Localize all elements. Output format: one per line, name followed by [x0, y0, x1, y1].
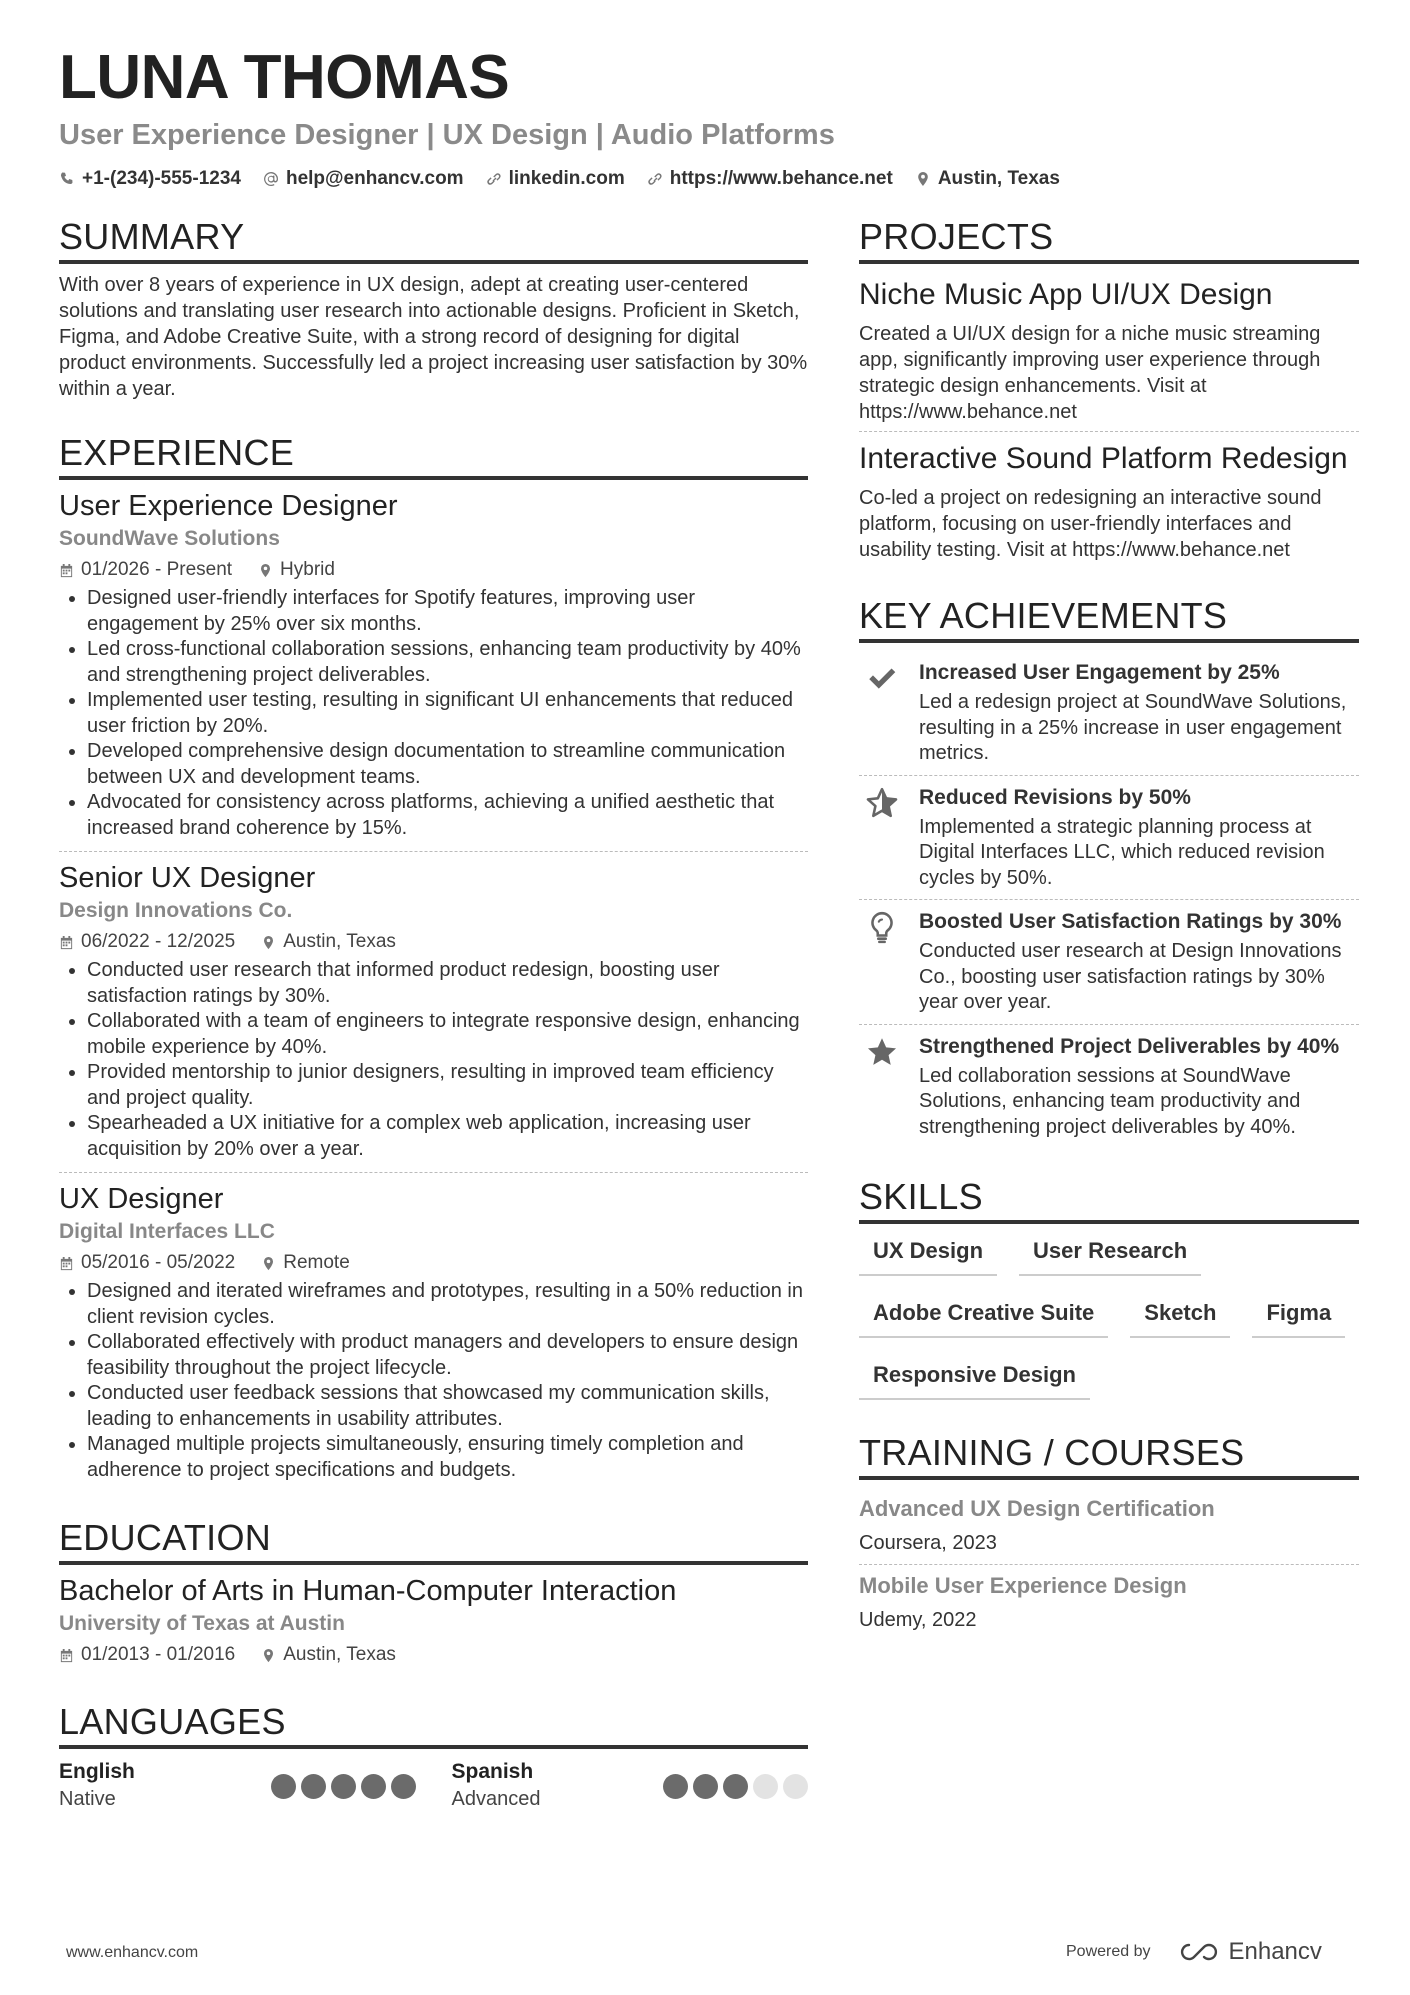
course-provider: Udemy, 2022	[859, 1609, 977, 1631]
calendar-icon	[59, 563, 74, 578]
summary-text: With over 8 years of experience in UX design, adept at creating user-centered solutions and translating user research into actionable designs. Proficient in Sketch, Figma, and Adobe Creative Suite, with a strong record of designing for digital product environments. Successfully led a project increasing user satisfaction by 30% within a year.	[59, 274, 808, 400]
candidate-headline: User Experience Designer | UX Design | Audio Platforms	[59, 119, 835, 151]
summary-heading: SUMMARY	[59, 214, 808, 264]
skill-tag: Sketch	[1130, 1294, 1230, 1338]
rating-dot-filled	[271, 1774, 296, 1799]
location-icon	[258, 563, 273, 578]
candidate-name: LUNA THOMAS	[59, 43, 510, 112]
resume-header	[59, 40, 1359, 190]
project-description: Created a UI/UX design for a niche music streaming app, significantly improving user experience through strategic design enhancements. Visit at https://www.behance.net	[859, 323, 1321, 423]
language-level: Advanced	[451, 1788, 541, 1810]
phone-icon	[59, 171, 75, 187]
job-meta	[59, 928, 808, 956]
languages-heading: LANGUAGES	[59, 1699, 808, 1749]
bullet-item: • Managed multiple projects simultaneously, ensuring timely completion and adherence to project specifications and budgets.	[87, 1432, 808, 1483]
job-entry	[59, 1172, 808, 1493]
project-title: Interactive Sound Platform Redesign	[859, 442, 1348, 475]
contact-email[interactable]	[263, 168, 464, 190]
contact-location-text: Austin, Texas	[937, 168, 1060, 189]
rating-dot-filled	[301, 1774, 326, 1799]
powered-by-label: Powered by	[1066, 1943, 1151, 1960]
course-entry	[859, 1564, 1359, 1641]
link-icon	[647, 171, 663, 187]
achievement-description: Led collaboration sessions at SoundWave Solutions, enhancing team productivity and strengthening project deliverables by 40%.	[919, 1064, 1301, 1138]
rating-dot-filled	[663, 1774, 688, 1799]
bullet-item: • Conducted user research that informed product redesign, boosting user satisfaction ratings by 30%.	[87, 958, 808, 1009]
project-description: Co-led a project on redesigning an interactive sound platform, focusing on user-friendly interfaces and usability testing. Visit at https://www.behance.net	[859, 487, 1322, 561]
bullet-item: • Advocated for consistency across platforms, achieving a unified aesthetic that increased brand coherence by 15%.	[87, 790, 808, 841]
job-location: Austin, Texas	[283, 931, 396, 952]
job-title: User Experience Designer	[59, 490, 398, 522]
job-entry	[59, 488, 808, 851]
calendar-icon	[59, 1256, 74, 1271]
skills-heading: SKILLS	[859, 1174, 1359, 1224]
languages-list	[59, 1759, 808, 1813]
projects-heading: PROJECTS	[859, 214, 1359, 264]
achievements-section	[859, 593, 1359, 1148]
company-name: Design Innovations Co.	[59, 899, 293, 922]
contact-location	[915, 168, 1060, 190]
project-title: Niche Music App UI/UX Design	[859, 278, 1273, 311]
course-provider: Coursera, 2023	[859, 1532, 997, 1554]
achievement-description: Implemented a strategic planning process at Digital Interfaces LLC, which reduced revision cycles by 50%.	[919, 815, 1325, 889]
calendar-icon	[59, 1648, 74, 1663]
course-title: Advanced UX Design Certification	[859, 1496, 1215, 1521]
experience-section	[59, 430, 808, 1493]
course-title: Mobile User Experience Design	[859, 1573, 1187, 1598]
location-icon	[261, 1648, 276, 1663]
education-meta	[59, 1641, 808, 1669]
job-bullets	[59, 586, 808, 841]
location-icon	[261, 1256, 276, 1271]
achievement-item	[859, 775, 1359, 900]
job-location: Hybrid	[280, 559, 335, 580]
education-dates: 01/2013 - 01/2016	[81, 1644, 236, 1665]
bullet-item: • Developed comprehensive design documentation to streamline communication between UX and development teams.	[87, 739, 808, 790]
skill-tag: UX Design	[859, 1232, 997, 1276]
language-item	[452, 1759, 809, 1813]
skill-tag: Figma	[1252, 1294, 1345, 1338]
left-column	[59, 214, 808, 1813]
language-item	[59, 1759, 416, 1813]
calendar-icon	[59, 935, 74, 950]
job-meta	[59, 556, 808, 584]
star-outline-icon	[865, 786, 899, 820]
bullet-item: • Collaborated effectively with product managers and developers to ensure design feasibility throughout the project lifecycle.	[87, 1330, 808, 1381]
company-name: Digital Interfaces LLC	[59, 1220, 275, 1243]
job-dates: 06/2022 - 12/2025	[81, 931, 236, 952]
job-bullets	[59, 1279, 808, 1483]
link-icon	[486, 171, 502, 187]
contact-phone-text: +1-(234)-555-1234	[82, 168, 241, 189]
course-entry	[859, 1488, 1359, 1564]
achievement-title: Reduced Revisions by 50%	[919, 785, 1191, 809]
achievement-description: Led a redesign project at SoundWave Solutions, resulting in a 25% increase in user engagement metrics.	[919, 691, 1347, 764]
bullet-item: • Designed and iterated wireframes and prototypes, resulting in a 50% reduction in client revision cycles.	[87, 1279, 808, 1330]
language-rating	[663, 1774, 808, 1799]
contact-behance-text: https://www.behance.net	[669, 168, 893, 189]
location-icon	[261, 935, 276, 950]
contact-linkedin-text: linkedin.com	[508, 168, 625, 189]
job-meta	[59, 1249, 808, 1277]
achievement-title: Strengthened Project Deliverables by 40%	[919, 1034, 1340, 1058]
rating-dot-filled	[723, 1774, 748, 1799]
language-name: English	[59, 1760, 135, 1783]
contact-email-text: help@enhancv.com	[285, 168, 464, 189]
brand-name: Enhancv	[1228, 1938, 1322, 1965]
language-rating	[271, 1774, 416, 1799]
language-level: Native	[59, 1788, 116, 1810]
lightbulb-icon	[865, 910, 899, 944]
summary-section	[59, 214, 808, 402]
language-name: Spanish	[451, 1760, 534, 1783]
location-icon	[915, 171, 931, 187]
achievement-item	[859, 1024, 1359, 1149]
skills-section	[859, 1174, 1359, 1400]
skill-tag: Adobe Creative Suite	[859, 1294, 1108, 1338]
experience-heading: EXPERIENCE	[59, 430, 808, 480]
right-column	[859, 214, 1359, 1641]
skill-tag: Responsive Design	[859, 1356, 1090, 1400]
rating-dot-empty	[753, 1774, 778, 1799]
skills-list	[859, 1232, 1359, 1400]
achievement-item	[859, 899, 1359, 1024]
company-name: SoundWave Solutions	[59, 527, 280, 550]
languages-section	[59, 1699, 808, 1813]
training-section	[859, 1430, 1359, 1641]
enhancv-logo[interactable]	[1177, 1938, 1322, 1966]
rating-dot-filled	[693, 1774, 718, 1799]
contact-linkedin[interactable]	[486, 168, 625, 190]
contact-behance[interactable]	[647, 168, 893, 190]
checkmark-icon	[865, 661, 899, 695]
projects-section	[859, 214, 1359, 569]
rating-dot-filled	[391, 1774, 416, 1799]
enhancv-logo-icon	[1177, 1941, 1221, 1963]
bullet-item: • Provided mentorship to junior designers, resulting in improved team efficiency and project quality.	[87, 1060, 808, 1111]
job-location: Remote	[283, 1252, 350, 1273]
job-dates: 01/2026 - Present	[81, 559, 233, 580]
education-heading: EDUCATION	[59, 1515, 808, 1565]
bullet-item: • Conducted user feedback sessions that showcased my communication skills, leading to enhancements in usability attributes.	[87, 1381, 808, 1432]
achievement-title: Increased User Engagement by 25%	[919, 661, 1280, 684]
project-entry	[859, 272, 1359, 431]
education-location: Austin, Texas	[283, 1644, 396, 1665]
rating-dot-empty	[783, 1774, 808, 1799]
bullet-item: • Designed user-friendly interfaces for Spotify features, improving user engagement by 25% over six months.	[87, 586, 808, 637]
bullet-item: • Collaborated with a team of engineers to integrate responsive design, enhancing mobile experience by 40%.	[87, 1009, 808, 1060]
at-icon	[263, 171, 279, 187]
bullet-item: • Led cross-functional collaboration sessions, enhancing team productivity by 40% and strengthening project deliverables.	[87, 637, 808, 688]
job-entry	[59, 851, 808, 1172]
project-entry	[859, 431, 1359, 569]
job-title: Senior UX Designer	[59, 862, 316, 894]
rating-dot-filled	[331, 1774, 356, 1799]
achievements-heading: KEY ACHIEVEMENTS	[859, 593, 1359, 643]
skill-tag: User Research	[1019, 1232, 1201, 1276]
achievement-description: Conducted user research at Design Innovations Co., boosting user satisfaction ratings by 30% year over year.	[919, 940, 1342, 1013]
job-bullets	[59, 958, 808, 1162]
training-heading: TRAINING / COURSES	[859, 1430, 1359, 1480]
rating-dot-filled	[361, 1774, 386, 1799]
achievement-title: Boosted User Satisfaction Ratings by 30%	[919, 910, 1342, 933]
bullet-item: • Implemented user testing, resulting in significant UI enhancements that reduced user friction by 20%.	[87, 688, 808, 739]
job-dates: 05/2016 - 05/2022	[81, 1252, 236, 1273]
footer-website[interactable]: www.enhancv.com	[66, 1944, 199, 1961]
contact-bar	[59, 168, 1359, 190]
school-name: University of Texas at Austin	[59, 1612, 345, 1635]
education-section	[59, 1515, 808, 1669]
footer-branding	[1066, 1938, 1322, 1966]
star-icon	[865, 1035, 899, 1069]
job-title: UX Designer	[59, 1183, 224, 1215]
contact-phone[interactable]	[59, 168, 241, 190]
bullet-item: • Spearheaded a UX initiative for a complex web application, increasing user acquisition by 20% over a year.	[87, 1111, 808, 1162]
achievement-item	[859, 651, 1359, 775]
degree-title: Bachelor of Arts in Human-Computer Interaction	[59, 1575, 677, 1607]
